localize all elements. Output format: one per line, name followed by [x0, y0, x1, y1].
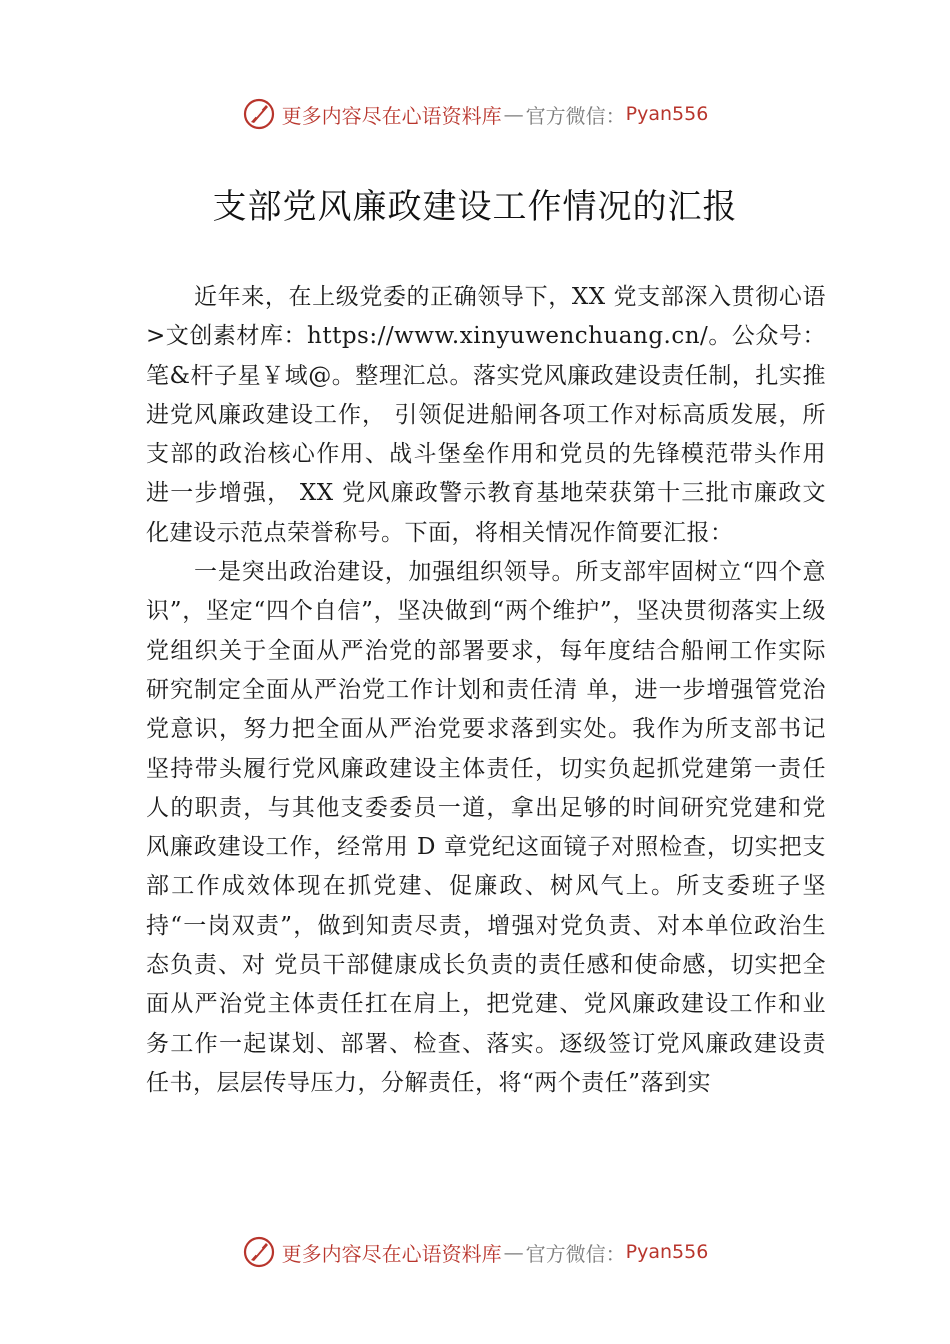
wechat-label: 官方微信：	[525, 103, 626, 128]
document-body	[146, 278, 826, 1103]
wechat-label: 官方微信：	[525, 1241, 626, 1266]
banner-text: 更多内容尽在心语资料库	[281, 1241, 502, 1266]
paragraph-political-building: 一是突出政治建设，加强组织领导。所支部牢固树立“四个意识”，坚定“四个自信”，坚决做到“两个维护”，坚决贯彻落实上级党组织关于全面从严治党的部署要求，每年度结合船闸工作实际研究制定全面从严治党工作计划和责任清 单，进一步增强管党治党意识，努力把全面从严治党要求落到实处。我作为所支部书记坚持带头履行党风廉政建设主体责任，切实负起抓党建第一责任人的职责，与其他支委委员一道，拿出足够的时间研究党建和党风廉政建设工作，经常用 D 章党纪这面镜子对照检查，切实把支部工作成效体现在抓党建、促廉政、树风气上。所支委班子坚持“一岗双责”，做到知责尽责，增强对党负责、对本单位政治生态负责、对 党员干部健康成长负责的责任感和使命感，切实把全面从严治党主体责任扛在肩上，把党建、党风廉政建设工作和业务工作一起谋划、部署、检查、落实。逐级签订党风廉政建设责任书，层层传导压力，分解责任，将“两个责任”落到实	[146, 559, 826, 1096]
wechat-id: Pyan556	[625, 103, 709, 125]
banner-separator: —	[503, 1240, 524, 1264]
footer-banner	[0, 1232, 950, 1272]
wechat-id: Pyan556	[625, 1241, 709, 1263]
paragraph-intro: 近年来，在上级党委的正确领导下，XX 党支部深入贯彻心语>文创素材库：https://www.xinyuwenchuang.cn/。公众号：笔&杆子星￥域@。整理汇总。落实党风廉政建设责任制，扎实推进党风廉政建设工作， 引领促进船闸各项工作对标高质发展，所支部的政治核心作用、战斗堡垒作用和党员的先锋模范带头作用进一步增强， XX 党风廉政警示教育基地荣获第十三批市廉政文化建设示范点荣誉称号。下面，将相关情况作简要汇报：	[146, 284, 826, 546]
quill-logo-icon	[242, 1235, 276, 1269]
quill-logo-icon	[242, 97, 276, 131]
header-banner	[0, 94, 950, 134]
banner-separator: —	[503, 102, 524, 126]
document-title: 支部党风廉政建设工作情况的汇报	[212, 187, 738, 227]
banner-text: 更多内容尽在心语资料库	[281, 103, 502, 128]
